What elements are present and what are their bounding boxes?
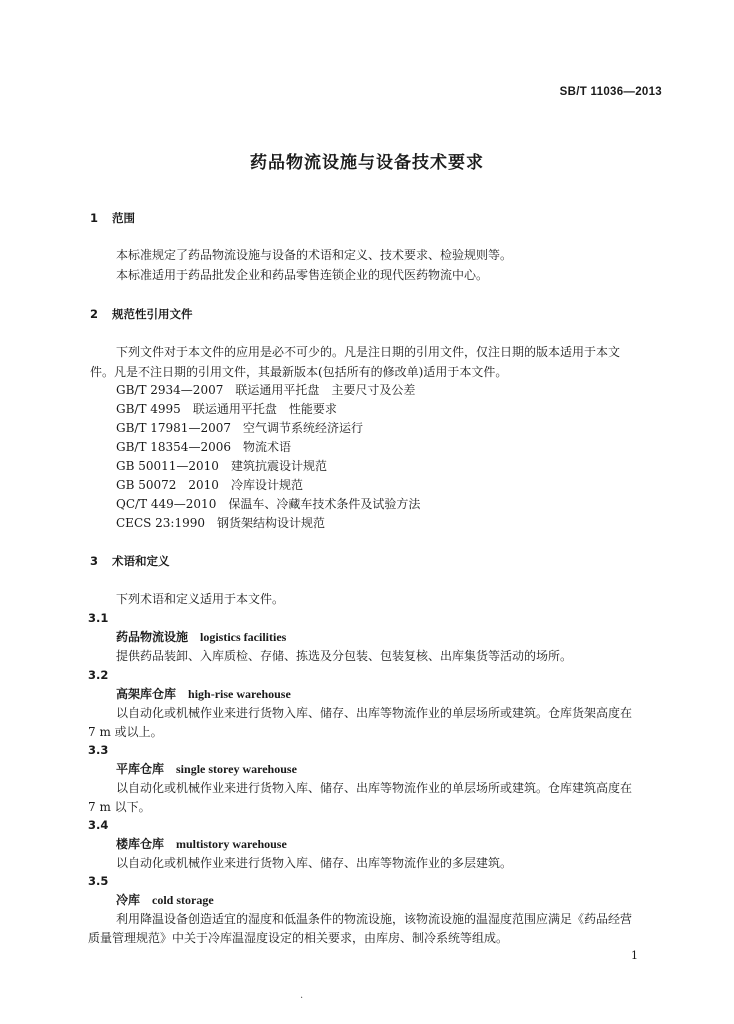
reference-title: 空气调节系统经济运行 (242, 421, 363, 435)
reference-title: 联运通用平托盘 主要尺寸及公差 (235, 383, 416, 397)
section-1-heading (90, 210, 135, 226)
standard-code: SB/T 11036—2013 (559, 86, 662, 98)
term-number: 3.5 (88, 874, 109, 888)
term-en: multistory warehouse (176, 837, 287, 851)
reference-title: 建筑抗震设计规范 (230, 459, 327, 473)
term-definition: 提供药品装卸、入库质检、存储、拣选及分包装、包装复核、出库集货等活动的场所。 (116, 649, 573, 663)
section-3-heading (90, 553, 170, 569)
reference-code: GB/T 18354—2006 (116, 440, 231, 454)
term-definition: 以自动化或机械作业来进行货物入库、储存、出库等物流作业的单层场所或建筑。仓库建筑高度在 (116, 781, 633, 795)
reference-item (116, 496, 420, 512)
section-title: 规范性引用文件 (112, 307, 193, 321)
section-title: 术语和定义 (112, 554, 170, 568)
paragraph: 本标准适用于药品批发企业和药品零售连锁企业的现代医药物流中心。 (116, 268, 489, 282)
term-heading (116, 836, 287, 852)
term-number: 3.1 (88, 611, 109, 625)
paragraph: 下列术语和定义适用于本文件。 (116, 592, 285, 606)
section-2-heading (90, 306, 193, 322)
term-cn: 冷库 (116, 893, 141, 907)
term-cn: 高架库仓库 (116, 687, 177, 701)
reference-item (116, 420, 363, 436)
reference-code: CECS 23:1990 (116, 516, 206, 530)
paragraph-line: 下列文件对于本文件的应用是必不可少的。凡是注日期的引用文件，仅注日期的版本适用于本文 (116, 345, 621, 359)
reference-item (116, 439, 291, 455)
page-number: 1 (631, 949, 638, 962)
reference-code: GB/T 4995 (116, 402, 181, 416)
reference-item (116, 382, 415, 398)
term-en: high-rise warehouse (188, 687, 291, 701)
reference-code: GB/T 17981—2007 (116, 421, 231, 435)
reference-title: 冷库设计规范 (230, 478, 303, 492)
term-number: 3.2 (88, 668, 109, 682)
term-definition: 以自动化或机械作业来进行货物入库、储存、出库等物流作业的单层场所或建筑。仓库货架高度在 (116, 706, 633, 720)
reference-item (116, 477, 303, 493)
term-definition: 以自动化或机械作业来进行货物入库、储存、出库等物流作业的多层建筑。 (116, 856, 513, 870)
term-cn: 楼库仓库 (116, 837, 165, 851)
term-number: 3.3 (88, 743, 109, 757)
term-en: single storey warehouse (176, 762, 297, 776)
term-definition-cont: 7 m 或以上。 (88, 725, 163, 739)
term-definition-cont: 7 m 以下。 (88, 800, 151, 814)
paragraph: 本标准规定了药品物流设施与设备的术语和定义、技术要求、检验规则等。 (116, 248, 513, 262)
term-en: logistics facilities (200, 630, 287, 644)
reference-title: 联运通用平托盘 性能要求 (192, 402, 337, 416)
section-number: 1 (90, 211, 99, 225)
section-number: 3 (90, 554, 99, 568)
reference-code: GB 50011—2010 (116, 459, 219, 473)
scan-mark: . (300, 990, 304, 1001)
reference-code: GB/T 2934—2007 (116, 383, 224, 397)
term-heading (116, 629, 286, 645)
reference-title: 钢货架结构设计规范 (217, 516, 326, 530)
reference-code: GB 50072 2010 (116, 478, 219, 492)
term-definition-cont: 质量管理规范》中关于冷库温湿度设定的相关要求，由库房、制冷系统等组成。 (88, 931, 509, 945)
term-en: cold storage (152, 893, 214, 907)
reference-title: 物流术语 (242, 440, 291, 454)
reference-code: QC/T 449—2010 (116, 497, 217, 511)
section-title: 范围 (112, 211, 135, 225)
term-heading (116, 686, 291, 702)
term-heading (116, 892, 214, 908)
term-cn: 平库仓库 (116, 762, 165, 776)
document-title: 药品物流设施与设备技术要求 (250, 153, 484, 173)
reference-item (116, 458, 327, 474)
reference-item (116, 515, 325, 531)
section-number: 2 (90, 307, 99, 321)
reference-item (116, 401, 337, 417)
term-number: 3.4 (88, 818, 109, 832)
term-cn: 药品物流设施 (116, 630, 189, 644)
reference-title: 保温车、冷藏车技术条件及试验方法 (228, 497, 421, 511)
term-heading (116, 761, 297, 777)
paragraph-line: 件。凡是不注日期的引用文件，其最新版本(包括所有的修改单)适用于本文件。 (90, 365, 508, 379)
term-definition: 利用降温设备创造适宜的湿度和低温条件的物流设施，该物流设施的温湿度范围应满足《药品经营 (116, 912, 633, 926)
